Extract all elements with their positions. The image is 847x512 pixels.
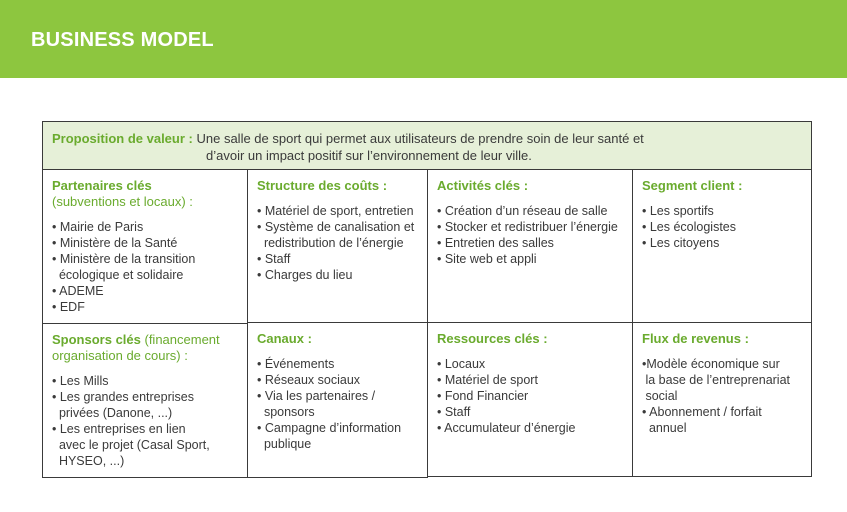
key-activities-cell	[427, 169, 633, 323]
list-item: HYSEO, ...)	[52, 454, 125, 468]
list-item: •Modèle économique sur	[642, 357, 780, 371]
partners-subtitle: (subventions et locaux) :	[52, 194, 193, 209]
list-item: la base de l’entreprenariat	[642, 373, 791, 387]
list-item: • Création d’un réseau de salle	[437, 204, 608, 218]
list-item: • Campagne d’information	[257, 421, 402, 435]
cost-structure-list	[257, 203, 427, 283]
list-item: • Fond Financier	[437, 389, 529, 403]
sponsors-title: Sponsors clés	[52, 332, 141, 347]
key-resources-title: Ressources clés :	[437, 331, 548, 346]
list-item: • Les écologistes	[642, 220, 737, 234]
business-model-canvas	[42, 121, 812, 478]
channels-title: Canaux :	[257, 331, 312, 346]
list-item: • Ministère de la transition	[52, 252, 196, 266]
partners-list	[52, 219, 247, 315]
list-item: • ADEME	[52, 284, 104, 298]
partners-cell	[42, 169, 248, 324]
partners-title: Partenaires clés	[52, 178, 152, 193]
value-proposition-text-2: d’avoir un impact positif sur l’environnement de leur ville.	[206, 148, 532, 163]
list-item: • EDF	[52, 300, 85, 314]
value-proposition-label: Proposition de valeur :	[52, 131, 193, 146]
sponsors-list	[52, 373, 247, 469]
list-item: • Stocker et redistribuer l’énergie	[437, 220, 618, 234]
key-resources-cell	[427, 322, 633, 477]
customer-segment-list	[642, 203, 811, 251]
list-item: • Événements	[257, 357, 335, 371]
sponsors-subtitle-line2: organisation de cours) :	[52, 348, 188, 363]
list-item: • Ministère de la Santé	[52, 236, 178, 250]
cost-structure-title: Structure des coûts :	[257, 178, 388, 193]
list-item: • Charges du lieu	[257, 268, 353, 282]
value-proposition-line-1	[52, 130, 644, 147]
list-item: avec le projet (Casal Sport,	[52, 438, 210, 452]
list-item: annuel	[642, 421, 687, 435]
revenue-streams-cell	[632, 322, 812, 477]
list-item: redistribution de l’énergie	[257, 236, 404, 250]
value-proposition-box	[42, 121, 812, 170]
sponsors-heading	[52, 332, 247, 348]
list-item: • Accumulateur d’énergie	[437, 421, 576, 435]
list-item: • Réseaux sociaux	[257, 373, 361, 387]
list-item: • Matériel de sport	[437, 373, 538, 387]
list-item: • Abonnement / forfait	[642, 405, 762, 419]
list-item: social	[642, 389, 678, 403]
list-item: • Site web et appli	[437, 252, 537, 266]
list-item: • Matériel de sport, entretien	[257, 204, 414, 218]
customer-segment-title: Segment client :	[642, 178, 743, 193]
list-item: • Staff	[437, 405, 471, 419]
key-activities-list	[437, 203, 632, 267]
list-item: • Les grandes entreprises	[52, 390, 194, 404]
key-resources-list	[437, 356, 632, 436]
list-item: • Entretien des salles	[437, 236, 554, 250]
list-item: • Les citoyens	[642, 236, 720, 250]
list-item: • Locaux	[437, 357, 486, 371]
page-title: BUSINESS MODEL	[31, 29, 214, 51]
channels-cell	[247, 322, 428, 478]
list-item: • Mairie de Paris	[52, 220, 144, 234]
list-item: publique	[257, 437, 312, 451]
customer-segment-cell	[632, 169, 812, 323]
list-item: • Les entreprises en lien	[52, 422, 186, 436]
list-item: • Staff	[257, 252, 291, 266]
revenue-streams-list	[642, 356, 811, 436]
list-item: • Système de canalisation et	[257, 220, 415, 234]
channels-list	[257, 356, 427, 452]
list-item: • Via les partenaires /	[257, 389, 376, 403]
sponsors-subtitle-inline: (financement	[140, 332, 220, 347]
list-item: privées (Danone, ...)	[52, 406, 173, 420]
list-item: • Les Mills	[52, 374, 109, 388]
cost-structure-cell	[247, 169, 428, 323]
key-activities-title: Activités clés :	[437, 178, 529, 193]
list-item: • Les sportifs	[642, 204, 714, 218]
list-item: sponsors	[257, 405, 315, 419]
list-item: écologique et solidaire	[52, 268, 184, 282]
header-banner	[0, 0, 847, 78]
revenue-streams-title: Flux de revenus :	[642, 331, 749, 346]
value-proposition-text-1: Une salle de sport qui permet aux utilisateurs de prendre soin de leur santé et	[196, 131, 644, 146]
sponsors-cell	[42, 323, 248, 478]
